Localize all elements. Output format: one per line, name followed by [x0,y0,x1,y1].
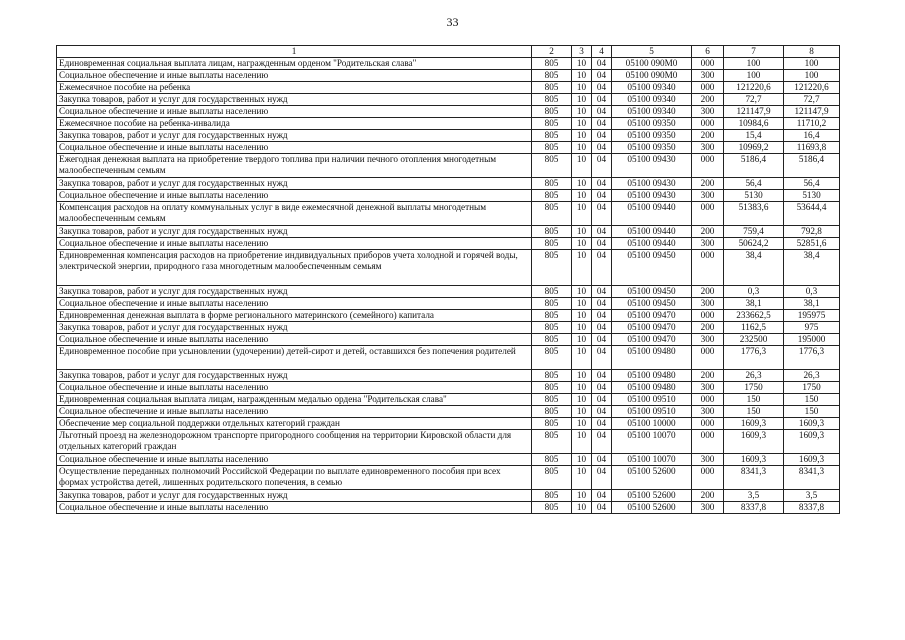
table-row [57,334,840,346]
expense-type-cell: 000 [692,418,724,430]
subsection-cell: 04 [592,298,612,310]
amount-year1-cell: 1609,3 [724,418,784,430]
admin-code-cell: 805 [532,130,572,142]
table-row [57,502,840,514]
row-name-cell: Единовременная социальная выплата лицам, награжденным орденом "Родительская слава" [57,58,532,70]
row-name-cell: Закупка товаров, работ и услуг для государственных нужд [57,286,532,298]
expense-type-cell: 000 [692,466,724,490]
admin-code-cell: 805 [532,286,572,298]
expense-type-cell: 300 [692,298,724,310]
amount-year2-cell: 100 [784,58,840,70]
amount-year1-cell: 15,4 [724,130,784,142]
expense-type-cell: 300 [692,190,724,202]
expense-type-cell: 200 [692,178,724,190]
amount-year1-cell: 56,4 [724,178,784,190]
row-name-cell: Социальное обеспечение и иные выплаты населению [57,382,532,394]
expense-type-cell: 300 [692,142,724,154]
amount-year1-cell: 233662,5 [724,310,784,322]
row-name-cell: Обеспечение мер социальной поддержки отдельных категорий граждан [57,418,532,430]
table-row [57,406,840,418]
amount-year1-cell: 3,5 [724,490,784,502]
amount-year2-cell: 52851,6 [784,238,840,250]
section-cell: 10 [572,298,592,310]
expense-type-cell: 000 [692,202,724,226]
amount-year1-cell: 232500 [724,334,784,346]
table-row [57,346,840,370]
expense-type-cell: 300 [692,238,724,250]
subsection-cell: 04 [592,418,612,430]
admin-code-cell: 805 [532,118,572,130]
row-name-cell: Закупка товаров, работ и услуг для государственных нужд [57,490,532,502]
row-name-cell: Социальное обеспечение и иные выплаты населению [57,70,532,82]
row-name-cell: Социальное обеспечение и иные выплаты населению [57,334,532,346]
subsection-cell: 04 [592,202,612,226]
table-row [57,154,840,178]
admin-code-cell: 805 [532,454,572,466]
admin-code-cell: 805 [532,154,572,178]
amount-year2-cell: 0,3 [784,286,840,298]
amount-year2-cell: 150 [784,394,840,406]
admin-code-cell: 805 [532,190,572,202]
table-row [57,250,840,286]
subsection-cell: 04 [592,334,612,346]
section-cell: 10 [572,202,592,226]
amount-year1-cell: 26,3 [724,370,784,382]
amount-year1-cell: 38,1 [724,298,784,310]
row-name-cell: Социальное обеспечение и иные выплаты населению [57,298,532,310]
amount-year1-cell: 1750 [724,382,784,394]
amount-year1-cell: 150 [724,406,784,418]
table-row [57,298,840,310]
row-name-cell: Социальное обеспечение и иные выплаты населению [57,190,532,202]
expense-type-cell: 300 [692,106,724,118]
target-article-cell: 05100 52600 [612,490,692,502]
target-article-cell: 05100 09350 [612,118,692,130]
table-row [57,238,840,250]
amount-year1-cell: 8341,3 [724,466,784,490]
row-name-cell: Закупка товаров, работ и услуг для государственных нужд [57,94,532,106]
admin-code-cell: 805 [532,394,572,406]
section-cell: 10 [572,70,592,82]
admin-code-cell: 805 [532,322,572,334]
target-article-cell: 05100 09480 [612,346,692,370]
amount-year2-cell: 53644,4 [784,202,840,226]
target-article-cell: 05100 09480 [612,370,692,382]
expense-type-cell: 000 [692,394,724,406]
amount-year1-cell: 72,7 [724,94,784,106]
target-article-cell: 05100 09440 [612,202,692,226]
section-cell: 10 [572,406,592,418]
header-cell: 4 [592,46,612,58]
expense-type-cell: 000 [692,310,724,322]
expense-type-cell: 000 [692,118,724,130]
amount-year1-cell: 100 [724,58,784,70]
target-article-cell: 05100 09430 [612,154,692,178]
table-row [57,418,840,430]
subsection-cell: 04 [592,382,612,394]
subsection-cell: 04 [592,178,612,190]
amount-year1-cell: 1609,3 [724,430,784,454]
expense-type-cell: 000 [692,430,724,454]
subsection-cell: 04 [592,394,612,406]
expense-type-cell: 200 [692,370,724,382]
amount-year1-cell: 121220,6 [724,82,784,94]
subsection-cell: 04 [592,106,612,118]
table-row [57,382,840,394]
admin-code-cell: 805 [532,106,572,118]
subsection-cell: 04 [592,130,612,142]
amount-year2-cell: 72,7 [784,94,840,106]
subsection-cell: 04 [592,490,612,502]
amount-year2-cell: 150 [784,406,840,418]
expense-type-cell: 300 [692,70,724,82]
expense-type-cell: 300 [692,382,724,394]
subsection-cell: 04 [592,430,612,454]
row-name-cell: Единовременное пособие при усыновлении (удочерении) детей-сирот и детей, оставшихся без попечения родителей [57,346,532,370]
admin-code-cell: 805 [532,226,572,238]
subsection-cell: 04 [592,154,612,178]
section-cell: 10 [572,118,592,130]
admin-code-cell: 805 [532,70,572,82]
admin-code-cell: 805 [532,142,572,154]
amount-year1-cell: 51383,6 [724,202,784,226]
target-article-cell: 05100 09340 [612,106,692,118]
expense-type-cell: 000 [692,58,724,70]
section-cell: 10 [572,130,592,142]
amount-year2-cell: 38,4 [784,250,840,286]
target-article-cell: 05100 090М0 [612,58,692,70]
section-cell: 10 [572,94,592,106]
amount-year2-cell: 38,1 [784,298,840,310]
header-row [57,46,840,58]
amount-year2-cell: 8337,8 [784,502,840,514]
table-row [57,58,840,70]
admin-code-cell: 805 [532,298,572,310]
section-cell: 10 [572,238,592,250]
subsection-cell: 04 [592,346,612,370]
table-row [57,322,840,334]
amount-year2-cell: 121147,9 [784,106,840,118]
amount-year2-cell: 5186,4 [784,154,840,178]
row-name-cell: Ежегодная денежная выплата на приобретение твердого топлива при наличии печного отопления многодетным малообеспеченным семьям [57,154,532,178]
subsection-cell: 04 [592,118,612,130]
row-name-cell: Закупка товаров, работ и услуг для государственных нужд [57,322,532,334]
table-row [57,286,840,298]
admin-code-cell: 805 [532,370,572,382]
subsection-cell: 04 [592,70,612,82]
amount-year1-cell: 100 [724,70,784,82]
target-article-cell: 05100 10070 [612,454,692,466]
amount-year1-cell: 121147,9 [724,106,784,118]
target-article-cell: 05100 52600 [612,502,692,514]
page-number: 33 [446,15,459,29]
expense-type-cell: 000 [692,82,724,94]
admin-code-cell: 805 [532,406,572,418]
row-name-cell: Закупка товаров, работ и услуг для государственных нужд [57,370,532,382]
section-cell: 10 [572,346,592,370]
section-cell: 10 [572,286,592,298]
amount-year2-cell: 56,4 [784,178,840,190]
target-article-cell: 05100 09470 [612,334,692,346]
header-cell: 5 [612,46,692,58]
amount-year1-cell: 5186,4 [724,154,784,178]
target-article-cell: 05100 52600 [612,466,692,490]
admin-code-cell: 805 [532,238,572,250]
expense-type-cell: 300 [692,454,724,466]
row-name-cell: Осуществление переданных полномочий Российской Федерации по выплате единовременного пособия при всех формах устройства детей, лишенных родительского попечения, в семью [57,466,532,490]
section-cell: 10 [572,394,592,406]
subsection-cell: 04 [592,250,612,286]
section-cell: 10 [572,418,592,430]
amount-year1-cell: 0,3 [724,286,784,298]
expense-type-cell: 200 [692,490,724,502]
amount-year2-cell: 195975 [784,310,840,322]
header-cell: 2 [532,46,572,58]
admin-code-cell: 805 [532,178,572,190]
target-article-cell: 05100 09350 [612,130,692,142]
target-article-cell: 05100 090М0 [612,70,692,82]
table-row [57,82,840,94]
amount-year2-cell: 16,4 [784,130,840,142]
budget-table [56,45,840,514]
table-row [57,226,840,238]
header-cell: 6 [692,46,724,58]
table-row [57,394,840,406]
target-article-cell: 05100 10000 [612,418,692,430]
table-row [57,202,840,226]
subsection-cell: 04 [592,286,612,298]
amount-year2-cell: 1609,3 [784,454,840,466]
expense-type-cell: 000 [692,250,724,286]
row-name-cell: Ежемесячное пособие на ребенка [57,82,532,94]
header-cell: 1 [57,46,532,58]
section-cell: 10 [572,370,592,382]
admin-code-cell: 805 [532,382,572,394]
section-cell: 10 [572,142,592,154]
row-name-cell: Ежемесячное пособие на ребенка-инвалида [57,118,532,130]
amount-year1-cell: 8337,8 [724,502,784,514]
amount-year2-cell: 792,8 [784,226,840,238]
row-name-cell: Социальное обеспечение и иные выплаты населению [57,238,532,250]
target-article-cell: 05100 09510 [612,406,692,418]
row-name-cell: Социальное обеспечение и иные выплаты населению [57,502,532,514]
row-name-cell: Социальное обеспечение и иные выплаты населению [57,142,532,154]
section-cell: 10 [572,190,592,202]
admin-code-cell: 805 [532,310,572,322]
admin-code-cell: 805 [532,202,572,226]
target-article-cell: 05100 09440 [612,226,692,238]
table-row [57,118,840,130]
admin-code-cell: 805 [532,82,572,94]
expense-type-cell: 300 [692,334,724,346]
amount-year1-cell: 1776,3 [724,346,784,370]
subsection-cell: 04 [592,226,612,238]
section-cell: 10 [572,502,592,514]
target-article-cell: 05100 09430 [612,178,692,190]
expense-type-cell: 300 [692,502,724,514]
amount-year2-cell: 3,5 [784,490,840,502]
amount-year2-cell: 1609,3 [784,418,840,430]
row-name-cell: Закупка товаров, работ и услуг для государственных нужд [57,226,532,238]
amount-year2-cell: 975 [784,322,840,334]
amount-year2-cell: 121220,6 [784,82,840,94]
table-row [57,94,840,106]
subsection-cell: 04 [592,94,612,106]
row-name-cell: Закупка товаров, работ и услуг для государственных нужд [57,178,532,190]
amount-year2-cell: 1776,3 [784,346,840,370]
section-cell: 10 [572,58,592,70]
amount-year2-cell: 11710,2 [784,118,840,130]
subsection-cell: 04 [592,370,612,382]
target-article-cell: 05100 09470 [612,310,692,322]
target-article-cell: 05100 09450 [612,298,692,310]
row-name-cell: Закупка товаров, работ и услуг для государственных нужд [57,130,532,142]
amount-year2-cell: 195000 [784,334,840,346]
subsection-cell: 04 [592,58,612,70]
table-row [57,70,840,82]
subsection-cell: 04 [592,322,612,334]
header-cell: 8 [784,46,840,58]
expense-type-cell: 300 [692,406,724,418]
table-row [57,142,840,154]
subsection-cell: 04 [592,466,612,490]
target-article-cell: 05100 09350 [612,142,692,154]
expense-type-cell: 200 [692,130,724,142]
expense-type-cell: 200 [692,226,724,238]
admin-code-cell: 805 [532,430,572,454]
row-name-cell: Единовременная компенсация расходов на приобретение индивидуальных приборов учета холодной и горячей воды, электрической энергии, природного газа многодетным малообеспеченным семьям [57,250,532,286]
table-row [57,454,840,466]
table-row [57,106,840,118]
amount-year2-cell: 5130 [784,190,840,202]
amount-year1-cell: 150 [724,394,784,406]
section-cell: 10 [572,322,592,334]
section-cell: 10 [572,82,592,94]
amount-year1-cell: 38,4 [724,250,784,286]
admin-code-cell: 805 [532,490,572,502]
row-name-cell: Единовременная денежная выплата в форме регионального материнского (семейного) капитала [57,310,532,322]
expense-type-cell: 200 [692,94,724,106]
admin-code-cell: 805 [532,94,572,106]
subsection-cell: 04 [592,238,612,250]
section-cell: 10 [572,334,592,346]
amount-year1-cell: 759,4 [724,226,784,238]
admin-code-cell: 805 [532,346,572,370]
target-article-cell: 05100 09340 [612,82,692,94]
amount-year2-cell: 26,3 [784,370,840,382]
subsection-cell: 04 [592,142,612,154]
table-row [57,190,840,202]
subsection-cell: 04 [592,310,612,322]
subsection-cell: 04 [592,406,612,418]
target-article-cell: 05100 09480 [612,382,692,394]
section-cell: 10 [572,430,592,454]
section-cell: 10 [572,490,592,502]
admin-code-cell: 805 [532,250,572,286]
table-row [57,370,840,382]
section-cell: 10 [572,466,592,490]
table-row [57,130,840,142]
amount-year1-cell: 10969,2 [724,142,784,154]
row-name-cell: Единовременная социальная выплата лицам, награжденным медалью ордена "Родительская слава" [57,394,532,406]
target-article-cell: 05100 09430 [612,190,692,202]
section-cell: 10 [572,382,592,394]
amount-year1-cell: 1609,3 [724,454,784,466]
section-cell: 10 [572,454,592,466]
subsection-cell: 04 [592,454,612,466]
table-row [57,466,840,490]
admin-code-cell: 805 [532,334,572,346]
amount-year1-cell: 1162,5 [724,322,784,334]
target-article-cell: 05100 09510 [612,394,692,406]
target-article-cell: 05100 09450 [612,286,692,298]
target-article-cell: 05100 09440 [612,238,692,250]
section-cell: 10 [572,310,592,322]
row-name-cell: Льготный проезд на железнодорожном транспорте пригородного сообщения на территории Кировской области для отдельных категорий граждан [57,430,532,454]
row-name-cell: Социальное обеспечение и иные выплаты населению [57,454,532,466]
table-body [57,58,840,514]
amount-year1-cell: 10984,6 [724,118,784,130]
target-article-cell: 05100 10070 [612,430,692,454]
amount-year2-cell: 100 [784,70,840,82]
subsection-cell: 04 [592,190,612,202]
subsection-cell: 04 [592,502,612,514]
expense-type-cell: 000 [692,154,724,178]
admin-code-cell: 805 [532,418,572,430]
admin-code-cell: 805 [532,58,572,70]
section-cell: 10 [572,154,592,178]
amount-year2-cell: 1609,3 [784,430,840,454]
admin-code-cell: 805 [532,502,572,514]
section-cell: 10 [572,106,592,118]
subsection-cell: 04 [592,82,612,94]
admin-code-cell: 805 [532,466,572,490]
amount-year2-cell: 11693,8 [784,142,840,154]
row-name-cell: Компенсация расходов на оплату коммунальных услуг в виде ежемесячной денежной выплаты многодетным малообеспеченным семьям [57,202,532,226]
row-name-cell: Социальное обеспечение и иные выплаты населению [57,406,532,418]
target-article-cell: 05100 09450 [612,250,692,286]
header-cell: 7 [724,46,784,58]
target-article-cell: 05100 09470 [612,322,692,334]
expense-type-cell: 000 [692,346,724,370]
amount-year1-cell: 50624,2 [724,238,784,250]
row-name-cell: Социальное обеспечение и иные выплаты населению [57,106,532,118]
amount-year2-cell: 8341,3 [784,466,840,490]
table-row [57,490,840,502]
table-row [57,310,840,322]
header-cell: 3 [572,46,592,58]
table-row [57,430,840,454]
amount-year2-cell: 1750 [784,382,840,394]
table-row [57,178,840,190]
section-cell: 10 [572,250,592,286]
expense-type-cell: 200 [692,286,724,298]
amount-year1-cell: 5130 [724,190,784,202]
target-article-cell: 05100 09340 [612,94,692,106]
section-cell: 10 [572,226,592,238]
section-cell: 10 [572,178,592,190]
expense-type-cell: 200 [692,322,724,334]
